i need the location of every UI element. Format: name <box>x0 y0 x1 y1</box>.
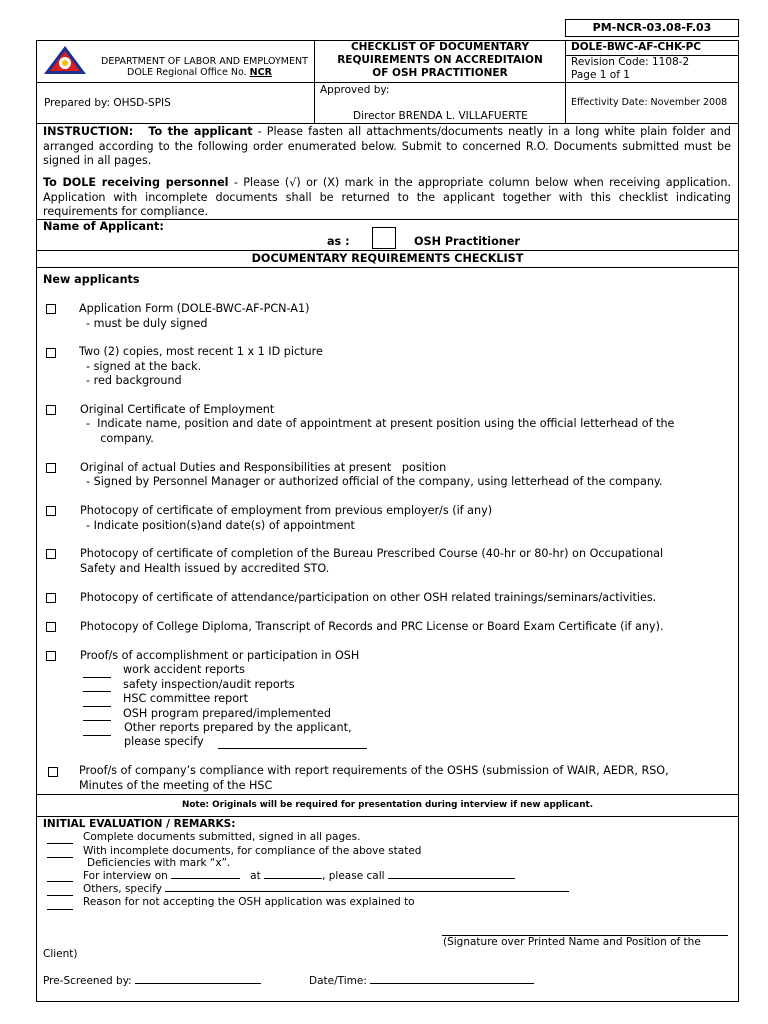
director-name: Director BRENDA L. VILLAFUERTE <box>353 110 528 122</box>
remark-blank[interactable] <box>47 909 73 910</box>
item-sub: - must be duly signed <box>86 317 208 330</box>
form-code: PM-NCR-03.08-F.03 <box>592 21 712 34</box>
item-checkbox[interactable] <box>46 651 56 661</box>
item-main: Photocopy of certificate of attendance/participation on other OSH related trainings/seminars/activities. <box>80 591 657 604</box>
item-checkbox[interactable] <box>46 593 56 603</box>
item-main: Photocopy of certificate of employment from previous employer/s (if any) <box>80 504 493 517</box>
revision-code: Revision Code: 1108-2 <box>571 56 690 68</box>
proof-blank[interactable] <box>83 691 111 692</box>
section-divider <box>36 250 739 251</box>
remark-interview: For interview on at , please call <box>83 869 515 882</box>
applicant-name-label: Name of Applicant: <box>43 220 164 233</box>
new-applicants-heading: New applicants <box>43 273 140 286</box>
item-checkbox[interactable] <box>46 304 56 314</box>
note: Note: Originals will be required for presentation during interview if new applicant. <box>181 800 594 810</box>
proof-blank[interactable] <box>83 706 111 707</box>
section-divider <box>36 816 739 817</box>
prescreened-label: Pre-Screened by: <box>43 974 261 987</box>
remark-blank[interactable] <box>47 843 73 844</box>
item-sub: company. <box>86 432 154 445</box>
item-checkbox[interactable] <box>46 549 56 559</box>
doc-code: DOLE-BWC-AF-CHK-PC <box>571 41 701 53</box>
instruction-label: INSTRUCTION: <box>43 125 134 138</box>
item-sub: Safety and Health issued by accredited STO. <box>80 562 330 575</box>
proof-blank[interactable] <box>83 720 111 721</box>
header-divider <box>36 123 739 124</box>
item-checkbox[interactable] <box>46 348 56 358</box>
proof-item: OSH program prepared/implemented <box>123 707 331 720</box>
to-personnel-label: To DOLE receiving personnel <box>43 176 229 189</box>
please-specify-label: please specify <box>124 735 204 748</box>
item-sub: - Signed by Personnel Manager or authorized official of the company, using letterhead of the company. <box>86 475 663 488</box>
to-applicant-label: To the applicant <box>148 125 253 138</box>
remark-incomplete: With incomplete documents, for compliance of the above stated <box>83 845 422 857</box>
proof-blank[interactable] <box>83 677 111 678</box>
proof-item: HSC committee report <box>123 692 249 705</box>
remark-deficiencies: Deficiencies with mark “x”. <box>87 857 231 869</box>
client-label: Client) <box>43 948 78 960</box>
instruction-applicant: INSTRUCTION: To the applicant - Please fasten all attachments/documents neatly in a long white plain folder and arranged according to the following order enumerated below. Submit to concerned R.O. Documents submitted must be signed in all pages. <box>43 125 732 167</box>
dole-logo-icon <box>42 44 88 76</box>
dept-name: DEPARTMENT OF LABOR AND EMPLOYMENT <box>101 56 308 67</box>
section-divider <box>36 267 739 268</box>
item-sub: Minutes of the meeting of the HSC <box>79 779 273 792</box>
osh-practitioner-checkbox[interactable] <box>372 227 396 249</box>
remark-blank[interactable] <box>47 857 73 858</box>
item-checkbox[interactable] <box>48 767 58 777</box>
signature-caption: (Signature over Printed Name and Position of the <box>443 936 701 948</box>
instruction-personnel: To DOLE receiving personnel - Please (√) or (X) mark in the appropriate column below when receiving application. Application with incomplete documents shall be returned to the applicant together with this checklist indicating requirements for compliance. <box>43 176 731 218</box>
form-title: CHECKLIST OF DOCUMENTARY REQUIREMENTS ON ACCREDITAION OF OSH PRACTITIONER <box>337 41 543 79</box>
section-divider <box>36 794 739 795</box>
item-checkbox[interactable] <box>46 463 56 473</box>
proof-item: work accident reports <box>123 663 245 676</box>
datetime-label: Date/Time: <box>309 974 534 987</box>
item-main: Original of actual Duties and Responsibilities at present position <box>80 461 447 474</box>
item-main: Proof/s of accomplishment or participation in OSH <box>80 649 360 662</box>
item-main: Two (2) copies, most recent 1 x 1 ID picture <box>79 345 323 358</box>
remark-blank[interactable] <box>47 881 73 882</box>
item-sub: - signed at the back. <box>86 360 202 373</box>
proof-blank[interactable] <box>83 735 111 736</box>
form-code-box <box>565 19 739 37</box>
item-checkbox[interactable] <box>46 506 56 516</box>
remark-complete: Complete documents submitted, signed in all pages. <box>83 831 361 843</box>
item-main: Application Form (DOLE-BWC-AF-PCN-A1) <box>79 302 310 315</box>
item-main: Original Certificate of Employment <box>80 403 275 416</box>
item-sub: - Indicate position(s)and date(s) of appointment <box>86 519 355 532</box>
prepared-by: Prepared by: OHSD-SPIS <box>44 97 171 109</box>
item-sub: - red background <box>86 374 182 387</box>
remark-blank[interactable] <box>47 895 73 896</box>
role-label: OSH Practitioner <box>414 235 520 248</box>
page-number: Page 1 of 1 <box>571 69 630 81</box>
regional-office: DOLE Regional Office No. NCR <box>127 67 272 78</box>
item-sub: - Indicate name, position and date of appointment at present position using the official letterhead of the <box>86 417 675 430</box>
region-code: NCR <box>249 67 272 78</box>
item-main: Proof/s of company’s compliance with report requirements of the OSHS (submission of WAIR, AEDR, RSO, <box>79 764 669 777</box>
as-label: as : <box>327 235 350 248</box>
remark-others: Others, specify <box>83 882 569 895</box>
item-main: Photocopy of College Diploma, Transcript of Records and PRC License or Board Exam Certificate (if any). <box>80 620 664 633</box>
item-main: Photocopy of certificate of completion of the Bureau Prescribed Course (40-hr or 80-hr) on Occupational <box>80 547 664 560</box>
please-specify-blank[interactable] <box>218 748 367 749</box>
approved-by: Approved by: <box>320 84 390 96</box>
item-checkbox[interactable] <box>46 405 56 415</box>
checklist-title: DOCUMENTARY REQUIREMENTS CHECKLIST <box>251 252 524 265</box>
evaluation-title: INITIAL EVALUATION / REMARKS: <box>43 818 236 830</box>
effectivity-date: Effectivity Date: November 2008 <box>571 97 728 108</box>
proof-item: safety inspection/audit reports <box>123 678 295 691</box>
item-checkbox[interactable] <box>46 622 56 632</box>
proof-item: Other reports prepared by the applicant, <box>124 721 352 734</box>
header-divider <box>36 82 739 83</box>
remark-reason: Reason for not accepting the OSH application was explained to <box>83 896 415 908</box>
